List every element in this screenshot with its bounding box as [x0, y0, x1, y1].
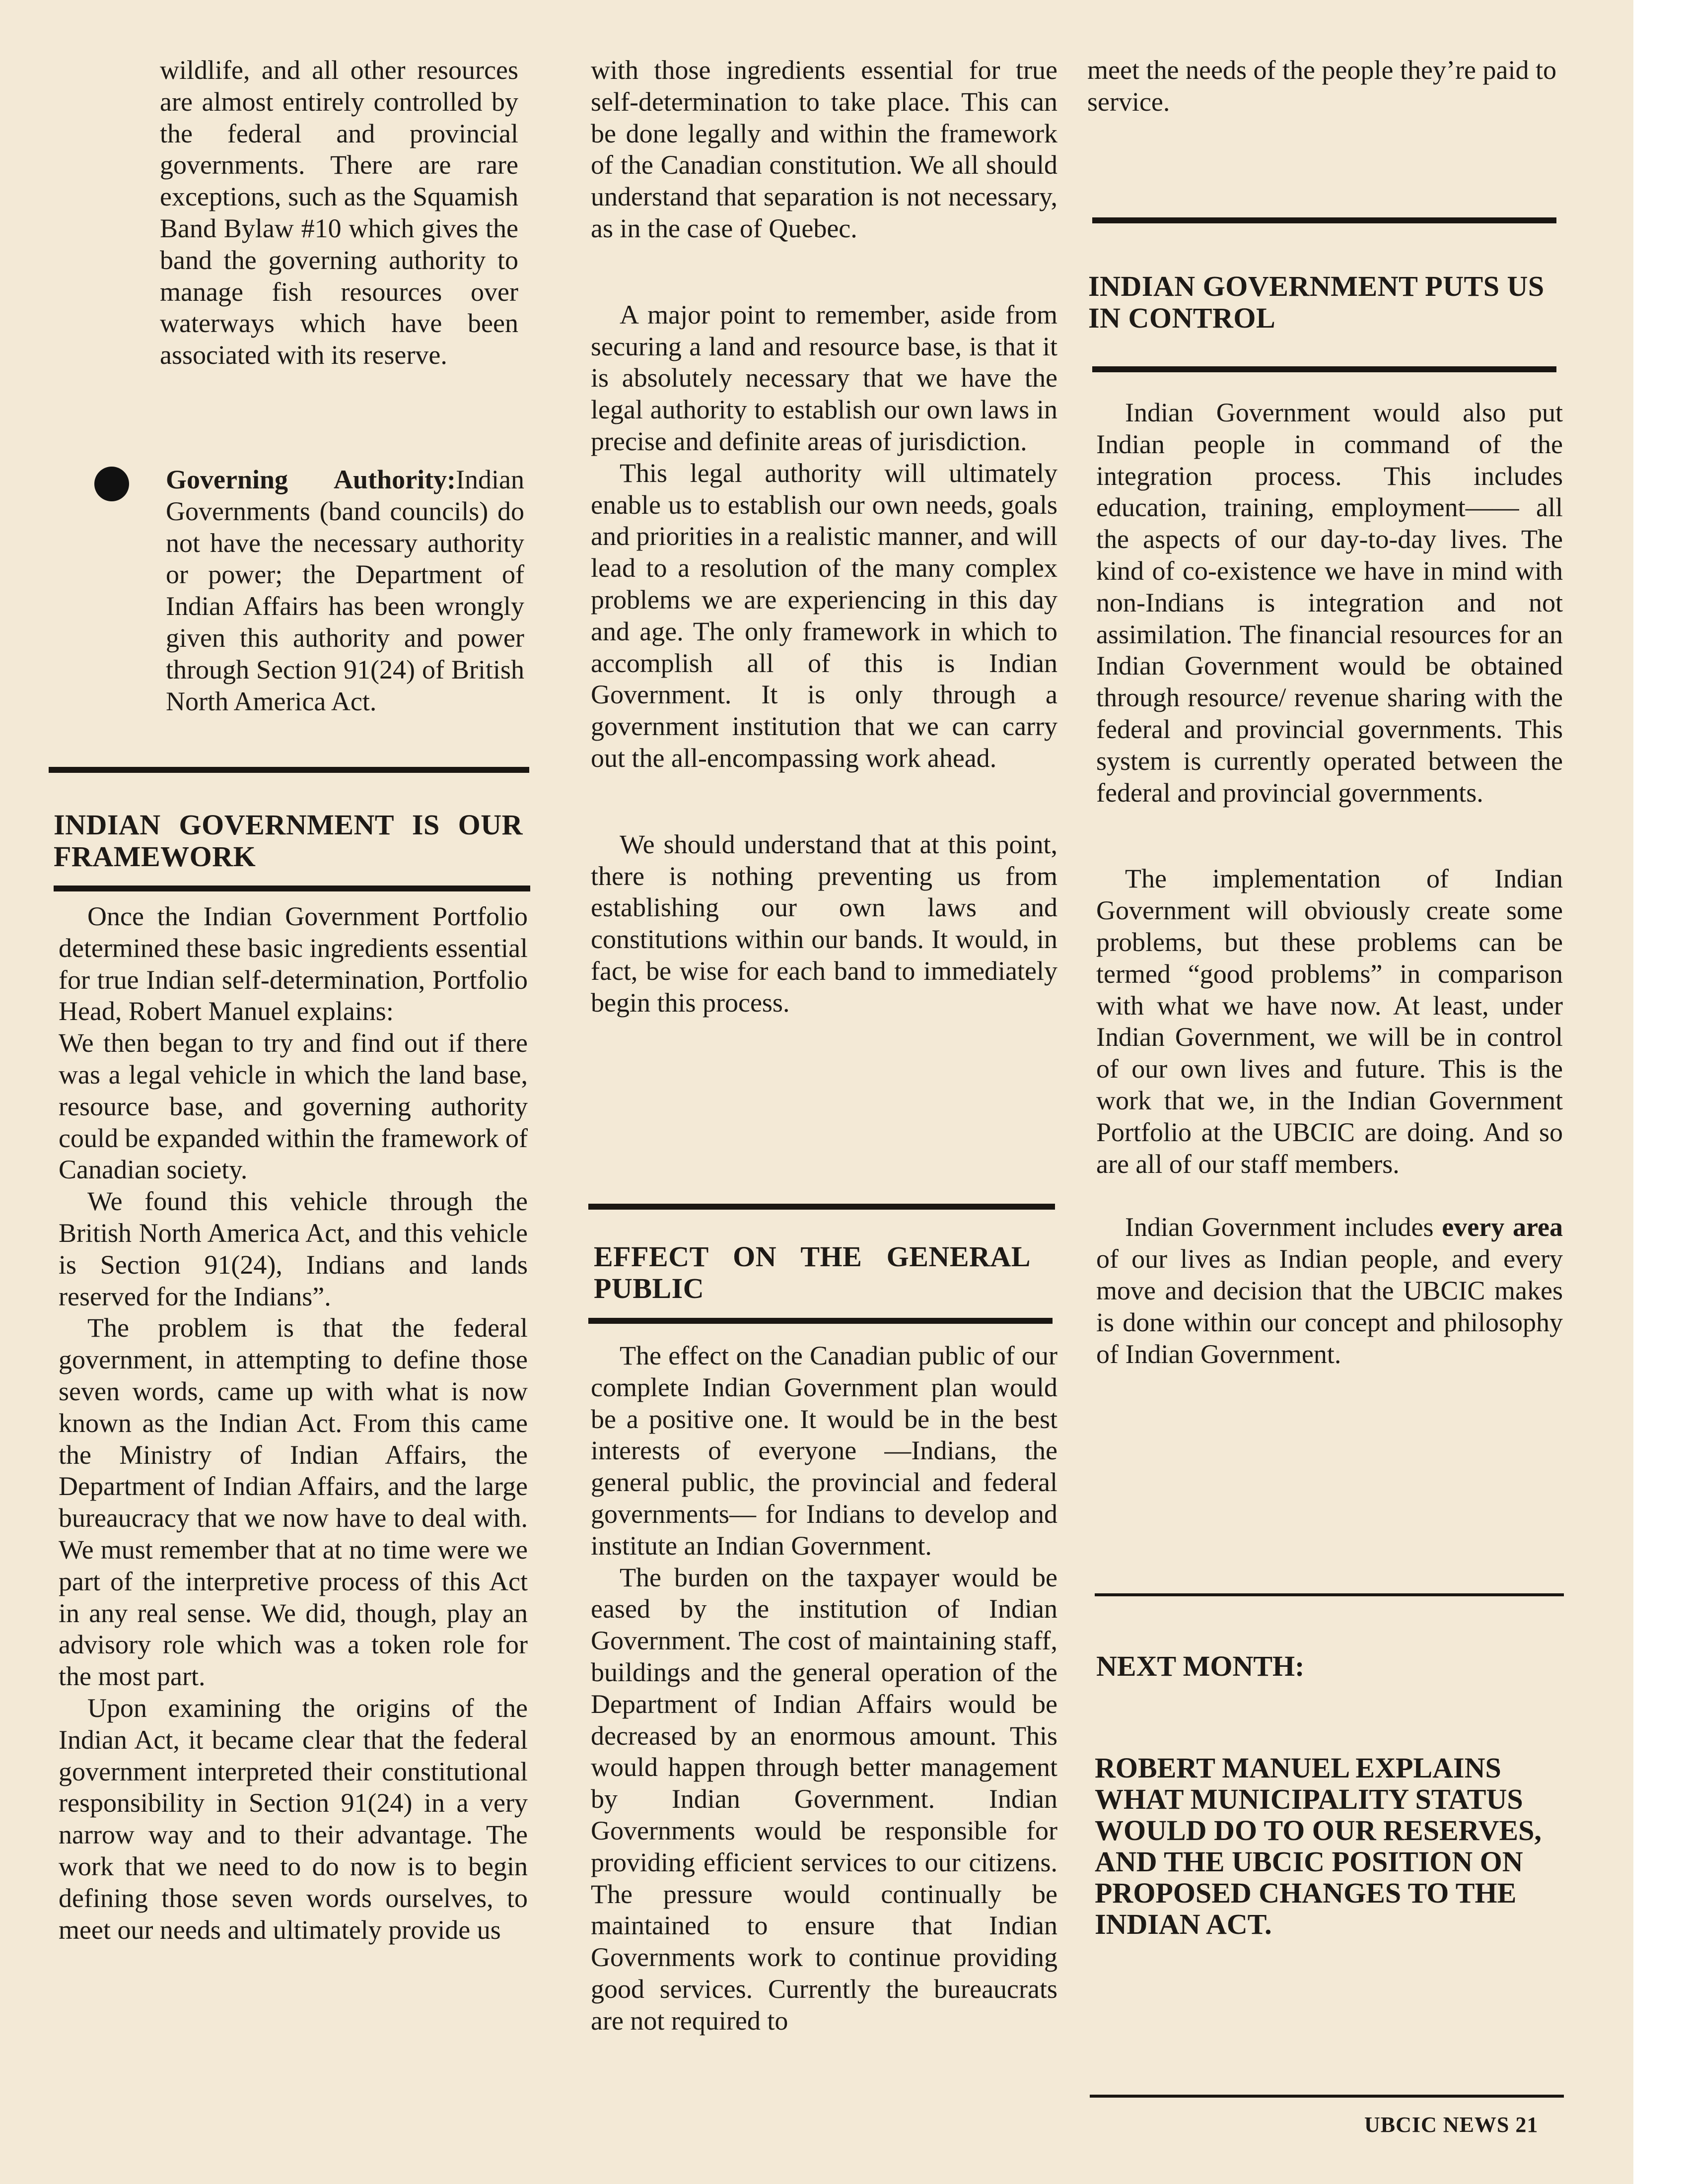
- col1-bullet: [166, 464, 524, 717]
- next-month-label: NEXT MONTH:: [1096, 1650, 1305, 1682]
- next-month-text: ROBERT MANUEL EXPLAINS WHAT MUNICIPALITY STATUS WOULD DO TO OUR RESERVES, AND THE UBCIC POSITION ON PROPOSED CHANGES TO THE INDIAN ACT.: [1095, 1752, 1542, 1940]
- col3-p4-pre: Indian Government includes: [1125, 1212, 1442, 1242]
- col1-paragraph-6: Upon examining the origins of the Indian Act, it became clear that the federal government interpreted their constitutional responsibility in Section 91(24) in a very narrow way and to their advantage. The work that we need to do now is to begin defining those seven words ourselves, to meet our needs and ultimately provide us: [59, 1693, 528, 1945]
- col3-body: [1096, 397, 1563, 1370]
- rule-col3-c: [1095, 1593, 1564, 1596]
- col2-paragraph-6: The burden on the taxpayer would be eased by the institution of Indian Government. The cost of maintaining staff, buildings and the general operation of the Department of Indian Affairs would be decreased by an enormous amount. This would happen through better management by Indian Government. Indian Governments would be responsible for providing efficient services to our citizens. The pressure would continually be maintained to ensure that Indian Governments work to continue providing good services. Currently the bureaucrats are not required to: [591, 1562, 1057, 2036]
- col3-p4-post: of our lives as Indian people, and every move and decision that the UBCIC makes is done within our concept and philosophy of Indian Government.: [1096, 1244, 1563, 1369]
- col1-paragraph-3: We then began to try and find out if there was a legal vehicle in which the land base, resource base, and governing authority could be expanded within the framework of Canadian society.: [59, 1028, 528, 1185]
- col3-paragraph-2: Indian Government would also put Indian people in command of the integration process. This includes education, training, employment—— all the aspects of our day-to-day lives. The kind of co-existence we have in mind with non-Indians is integration and not assimilation. The financial resources for an Indian Government would be obtained through resource/ revenue sharing with the federal and provincial governments. This system is currently operated between the federal and provincial governments.: [1096, 398, 1563, 808]
- rule-col2-b: [588, 1318, 1053, 1324]
- col1-paragraph-4: We found this vehicle through the British North America Act, and this vehicle is Section 91(24), Indians and lands reserved for the Indians”.: [59, 1186, 528, 1311]
- col1-paragraph-5: The problem is that the federal government, in attempting to define those seven words, came up with what is now known as the Indian Act. From this came the Ministry of Indian Affairs, the Department of Indian Affairs, and the large bureaucracy that we now have to deal with. We must remember that at no time were we part of the interpretive process of this Act in any real sense. We did, though, play an advisory role which was a token role for the most part.: [59, 1313, 528, 1692]
- rule-col3-d: [1090, 2095, 1564, 2098]
- col2-paragraph-3: This legal authority will ultimately enable us to establish our own needs, goals and priorities in a realistic manner, and will lead to a resolution of the many complex problems we are experiencing in this day and age. The only framework in which to accomplish all of this is Indian Government. It is only through a government institution that we can carry out the all-encompassing work ahead.: [591, 458, 1057, 773]
- bullet-text: Indian Governments (band councils) do not have the necessary authority or power; the Department of Indian Affairs has been wrongly given this authority and power through Section 91(24) of British North America Act.: [166, 465, 524, 716]
- heading-puts-us-in-control: INDIAN GOVERNMENT PUTS US IN CONTROL: [1088, 270, 1545, 334]
- col2-paragraph-2: A major point to remember, aside from securing a land and resource base, is that it is absolutely necessary that we have the legal authority to establish our own laws in precise and definite areas of jurisdiction.: [591, 299, 1057, 456]
- col2-body: [591, 1340, 1057, 2037]
- col2-paragraph-1: with those ingredients essential for true self-determination to take place. This can be done legally and within the framework of the Canadian constitution. We all should understand that separation is not necessary, as in the case of Quebec.: [591, 55, 1057, 243]
- bullet-icon: [94, 467, 129, 501]
- col3-paragraph-3: The implementation of Indian Government will obviously create some problems, but these problems can be termed “good problems” in comparison with what we have now. At least, under Indian Government, we will be in control of our own lives and future. This is the work that we, in the Indian Government Portfolio at the UBCIC are doing. And so are all of our staff members.: [1096, 864, 1563, 1179]
- col2-paragraph-5: The effect on the Canadian public of our complete Indian Government plan would be a positive one. It would be in the best interests of everyone —Indians, the general public, the provincial and federal governments— for Indians to develop and institute an Indian Government.: [591, 1341, 1057, 1561]
- col2-paragraph-4: We should understand that at this point, there is nothing preventing us from establishing our own laws and constitutions within our bands. It would, in fact, be wise for each band to immediately begin this process.: [591, 829, 1057, 1018]
- col1-paragraph-2: Once the Indian Government Portfolio determined these basic ingredients essential for true Indian self-determination, Portfolio Head, Robert Manuel explains:: [59, 901, 528, 1026]
- col2-top: [591, 55, 1057, 1019]
- bullet-item: [166, 464, 524, 717]
- rule-col2-a: [588, 1204, 1055, 1210]
- col3-paragraph-4: [1096, 1212, 1563, 1370]
- rule-col1-b: [54, 886, 530, 891]
- col3-p4-bold: every area: [1442, 1212, 1563, 1242]
- bullet-label: Governing Authority:: [166, 465, 456, 494]
- rule-col1-a: [49, 767, 529, 773]
- col1-top: [160, 55, 518, 371]
- heading-general-public: EFFECT ON THE GENERAL PUBLIC: [594, 1240, 1031, 1304]
- col1-paragraph-1: wildlife, and all other resources are almost entirely controlled by the federal and provincial governments. There are rare exceptions, such as the Squamish Band Bylaw #10 which gives the band the governing authority to manage fish resources over waterways which have been associated with its reserve.: [160, 55, 518, 370]
- col1-body: [59, 901, 528, 1946]
- col3-paragraph-1: meet the needs of the people they’re paid to service.: [1087, 55, 1556, 117]
- rule-col3-a: [1092, 217, 1556, 223]
- page-edge: [1633, 0, 1688, 2184]
- heading-framework: INDIAN GOVERNMENT IS OUR FRAMEWORK: [54, 809, 523, 873]
- col3-top: [1087, 55, 1556, 118]
- page-footer: UBCIC NEWS 21: [1364, 2113, 1539, 2137]
- rule-col3-b: [1092, 366, 1556, 372]
